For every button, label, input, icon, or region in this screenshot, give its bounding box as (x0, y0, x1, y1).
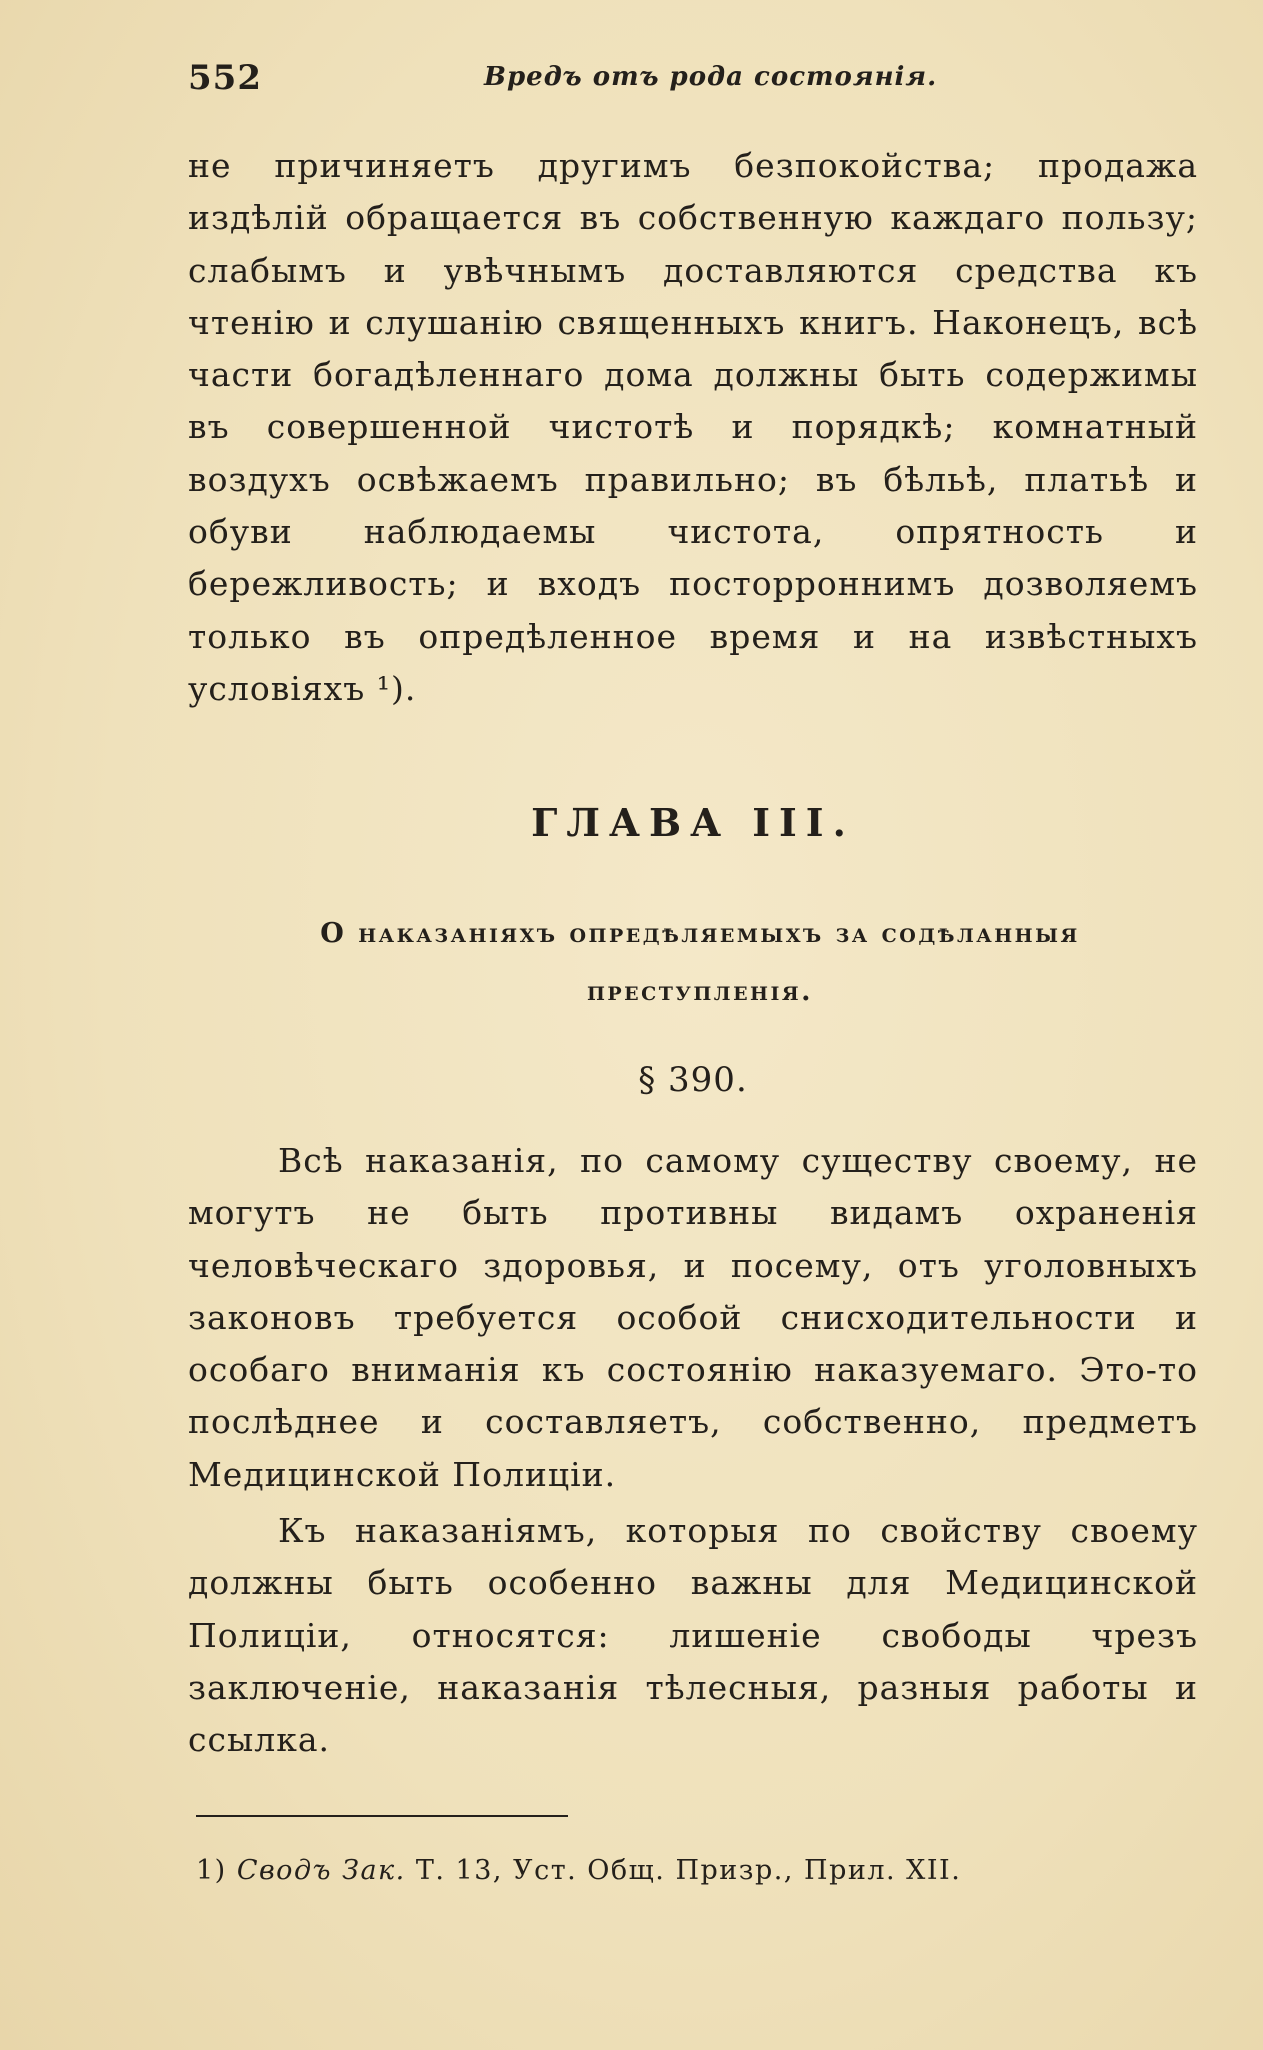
chapter-title: ГЛАВА III. (531, 800, 855, 845)
section-paragraph-1 (188, 1135, 1198, 1501)
footnote (196, 1855, 1196, 1886)
footnote-marker: 1) (196, 1855, 227, 1886)
page-number: 552 (188, 58, 262, 98)
section-paragraph-1-text: Всѣ наказанія, по самому существу своему, не могутъ не быть противны видамъ охраненія человѣческаго здоровья, и посему, отъ уголовныхъ законовъ требуется особой снисходительности и особаго вниманія къ состоянію наказуемаго. Это-то послѣднее и составляетъ, собственно, предметъ Медицинской Полиціи. (188, 1141, 1198, 1494)
continued-paragraph-text: не причиняетъ другимъ безпокойства; продажа издѣлій обращается въ собственную каждаго пользу; слабымъ и увѣчнымъ доставляются средства къ чтенію и слушанію священныхъ книгъ. Наконецъ, всѣ части богадѣленнаго дома должны быть содержимы въ совершенной чистотѣ и порядкѣ; комнатный воздухъ освѣжаемъ правильно; въ бѣльѣ, платьѣ и обуви наблюдаемы чистота, опрятность и бережливость; и входъ посторроннимъ дозволяемъ только въ опредѣленное время и на извѣстныхъ условіяхъ (188, 146, 1198, 708)
chapter-subtitle: О наказаніяхъ опредѣляемыхъ за содѣланныя преступленія. (320, 918, 1080, 1007)
continued-paragraph (188, 140, 1198, 715)
page-header (188, 58, 1198, 98)
section-number: § 390. (638, 1060, 748, 1100)
footnote-source: Сводъ Зак. (236, 1855, 406, 1886)
running-head: Вредъ отъ рода состоянія. (484, 62, 938, 92)
section-paragraph-2-text: Къ наказаніямъ, которыя по свойству своему должны быть особенно важны для Медицинской Полиціи, относятся: лишеніе свободы чрезъ заключеніе, наказанія тѣлесныя, разныя работы и ссылка. (188, 1511, 1198, 1760)
footnote-reference: ¹). (376, 668, 417, 708)
footnote-divider (196, 1815, 568, 1817)
footnote-reference-text: Т. 13, Уст. Общ. Призр., Прил. XII. (415, 1855, 962, 1886)
section-paragraph-2 (188, 1505, 1198, 1766)
